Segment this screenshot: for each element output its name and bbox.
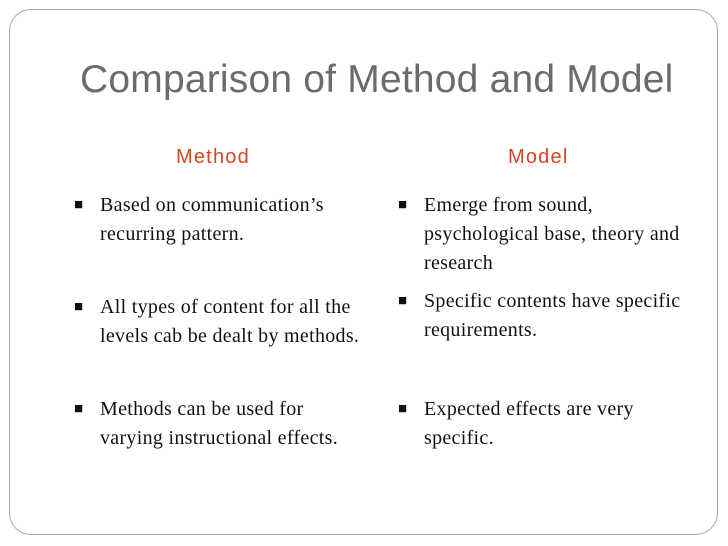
method-bullet-3-text: Methods can be used for varying instructional effects. [100, 398, 339, 449]
slide-title: Comparison of Method and Model [80, 58, 674, 101]
square-bullet-icon: ■ [398, 197, 408, 213]
model-column-header: Model [508, 146, 569, 168]
method-column-header: Method [176, 146, 250, 168]
model-bullet-2 [398, 287, 698, 345]
model-bullet-1 [398, 191, 698, 278]
model-bullet-3-text: Expected effects are very specific. [424, 398, 634, 449]
method-bullet-2 [74, 293, 366, 351]
method-bullet-1 [74, 191, 366, 249]
method-bullet-3 [74, 395, 366, 453]
square-bullet-icon: ■ [398, 401, 408, 417]
model-bullet-3 [398, 395, 698, 453]
square-bullet-icon: ■ [74, 299, 84, 315]
square-bullet-icon: ■ [398, 293, 408, 309]
square-bullet-icon: ■ [74, 197, 84, 213]
method-bullet-2-text: All types of content for all the levels cab be dealt by methods. [100, 296, 360, 347]
model-bullet-2-text: Specific contents have specific requirements. [424, 290, 681, 341]
square-bullet-icon: ■ [74, 401, 84, 417]
model-bullet-1-text: Emerge from sound, psychological base, theory and research [424, 194, 680, 274]
method-bullet-1-text: Based on communication’s recurring pattern. [100, 194, 324, 245]
